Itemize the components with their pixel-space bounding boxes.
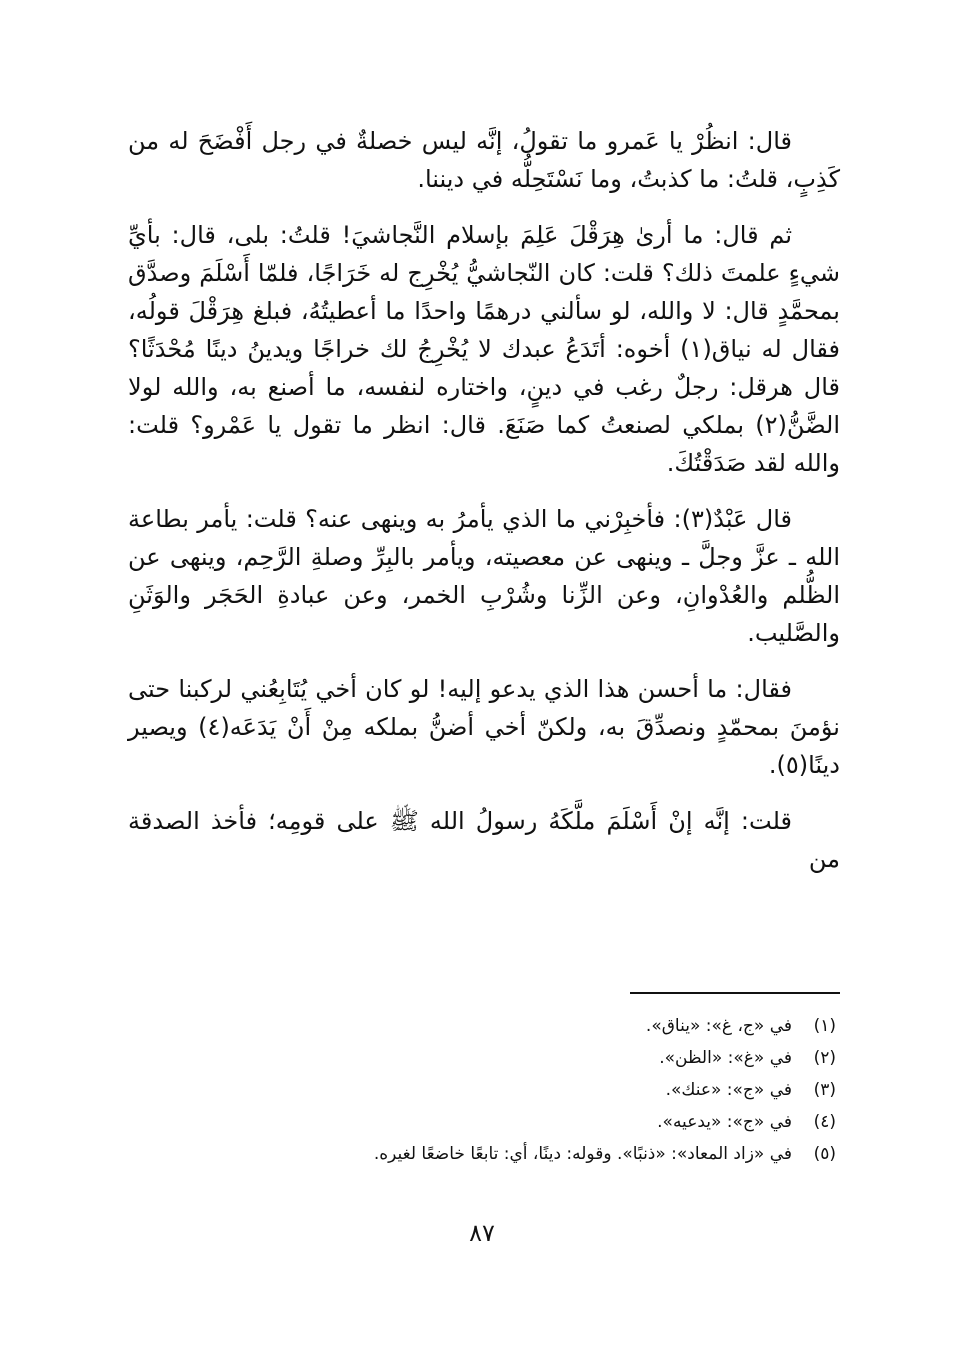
footnote-number: (٥) bbox=[813, 1144, 836, 1164]
footnote-text: في «زاد المعاد»: «ذنبًا». وقوله: دينًا، أي: تابعًا خاضعًا لغيره. bbox=[373, 1144, 792, 1164]
paragraph-4: فقال: ما أحسن هذا الذي يدعو إليه! لو كان أخي يُتَابِعُني لركبنا حتى نؤمنَ بمحمّدٍ ونصدِّقَ به، ولكنّ أخي أضنُّ بملكه مِنْ أَنْ يَدَعَه(٤) ويصير دينًا(٥). bbox=[128, 675, 840, 779]
footnote-text: في «غ»: «الظن». bbox=[659, 1048, 792, 1068]
page-number: ٨٧ bbox=[469, 1219, 495, 1247]
footnote-4 bbox=[124, 1106, 836, 1138]
footnote-text: في «ج»: «يدعيه». bbox=[657, 1112, 792, 1132]
footnotes bbox=[124, 1010, 836, 1170]
footnote-number: (٤) bbox=[813, 1112, 836, 1132]
page-body bbox=[128, 122, 840, 896]
paragraph-3: قال عَبْدٌ(٣): فأخبِرْني ما الذي يأمرُ به وينهى عنه؟ قلت: يأمر بطاعة الله ـ عزَّ وجلَّ ـ وينهى عن معصيته، ويأمر بالبِرِّ وصلةِ الرَّحِم، وينهى عن الظُّلم والعُدْوانِ، وعن الزِّنا وشُرْبِ الخمر، وعن عبادةِ الحَجَر والوَثَنِ والصَّليب. bbox=[128, 505, 840, 647]
paragraph-2: ثم قال: ما أرىٰ هِرَقْلَ عَلِمَ بإسلام النَّجاشيَ! قلتُ: بلى، قال: بأيِّ شيءٍ علمتَ ذلك؟ قلت: كان النّجاشيُّ يُخْرِج له خَرَاجًا، فلمّا أَسْلَمَ وصدَّق بمحمَّدٍ قال: لا والله، لو سألني درهمًا واحدًا ما أعطيتُهُ، فبلغ هِرَقْلَ قولُه، فقال له نياق(١) أخوه: أتَدَعُ عبدك لا يُخْرِجُ لك خراجًا ويدينُ دينًا مُحْدَثًا؟ قال هرقل: رجلٌ رغب في دينٍ، واختاره لنفسه، ما أصنع به، والله لولا الضَّنُّ(٢) بملكي لصنعتُ كما صَنَعَ. قال: انظر ما تقول يا عَمْرو؟ قلت: والله لقد صَدَقْتُكَ. bbox=[128, 221, 840, 477]
footnote-2 bbox=[124, 1042, 836, 1074]
footnote-number: (٣) bbox=[813, 1080, 836, 1100]
paragraph-5: قلت: إنَّه إنْ أَسْلَمَ ملَّكَهُ رسولُ الله ﷺ على قومِه؛ فأخذ الصدقة من bbox=[128, 807, 840, 873]
footnote-text: في «ج، غ»: «يناق». bbox=[645, 1016, 792, 1036]
footnote-divider bbox=[630, 992, 840, 994]
footnote-text: في «ج»: «عنك». bbox=[665, 1080, 792, 1100]
footnote-1 bbox=[124, 1010, 836, 1042]
footnote-5 bbox=[124, 1138, 836, 1170]
paragraph-1: قال: انظُرْ يا عَمرو ما تقولُ، إنَّه ليس خصلةٌ في رجل أَفْضَحَ له من كَذِبٍ، قلتُ: ما كذبتُ، وما نَسْتَحِلُّه في ديننا. bbox=[128, 127, 840, 193]
footnote-3 bbox=[124, 1074, 836, 1106]
footnote-number: (١) bbox=[813, 1016, 836, 1036]
footnote-number: (٢) bbox=[813, 1048, 836, 1068]
